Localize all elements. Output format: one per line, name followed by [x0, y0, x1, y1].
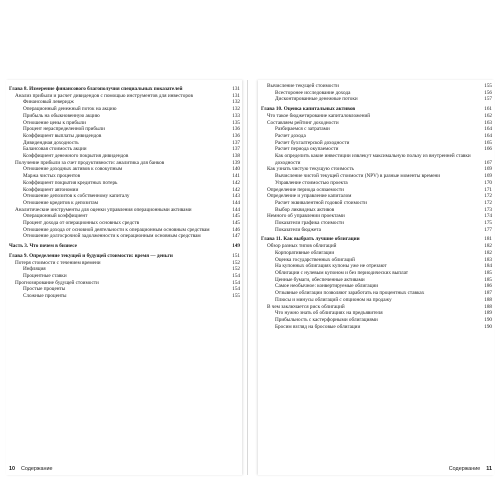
- toc-entry-page: 156: [484, 89, 492, 96]
- toc-entry-page: 184: [484, 263, 492, 270]
- toc-entry[interactable]: [9, 280, 240, 287]
- toc-entry[interactable]: [9, 200, 240, 207]
- toc-entry-title: Что такое бюджетирование капиталовложений: [267, 112, 371, 119]
- running-head: Содержание: [21, 466, 53, 472]
- toc-entry-page: 135: [232, 119, 240, 126]
- toc-entry-page: 165: [484, 139, 492, 146]
- toc-entry-title: Процент дохода от операционных основных средств: [23, 220, 140, 227]
- toc-entry-page: 143: [232, 193, 240, 200]
- toc-entry[interactable]: [261, 106, 492, 113]
- toc-entry-title: Простые проценты: [23, 286, 66, 293]
- toc-entry[interactable]: [9, 106, 240, 113]
- toc-entry-page: 145: [232, 213, 240, 220]
- toc-entry-page: 141: [232, 173, 240, 180]
- toc-entry-title: Вычисление чистой текущей стоимости (NPV) в разные моменты времени: [275, 173, 441, 180]
- toc-entry[interactable]: [9, 140, 240, 147]
- toc-entry-title: Процент нераспределенной прибыли: [23, 126, 105, 133]
- toc-entry-page: 173: [484, 206, 492, 213]
- toc-entry-title: Глава 10. Оценка капитальных активов: [261, 106, 356, 113]
- toc-entry-page: 140: [232, 166, 240, 173]
- toc-entry[interactable]: [261, 180, 492, 187]
- toc-entry[interactable]: [9, 293, 240, 300]
- toc-entry-page: 154: [232, 286, 240, 293]
- toc-entry-title: Отзывные облигации позволяют заработать на процентных ставках: [275, 290, 425, 297]
- toc-entry-page: 154: [232, 279, 240, 286]
- toc-entry-title: Аналитические инструменты для оценки управления операционными активами: [15, 206, 192, 213]
- toc-entry[interactable]: [9, 113, 240, 120]
- toc-entry-title: Потеря стоимости с течением времени: [15, 259, 101, 266]
- running-head: Содержание: [448, 466, 481, 472]
- toc-entry-page: 166: [484, 146, 492, 153]
- toc-entry-page: 144: [232, 206, 240, 213]
- toc-entry[interactable]: [261, 250, 492, 257]
- toc-entry[interactable]: [261, 83, 492, 90]
- toc-entry-page: 172: [484, 193, 492, 200]
- toc-entry[interactable]: [9, 180, 240, 187]
- toc-entry[interactable]: [9, 86, 240, 93]
- toc-entry[interactable]: [9, 243, 240, 250]
- toc-entry[interactable]: [9, 153, 240, 160]
- toc-entry-page: 163: [484, 119, 492, 126]
- right-page-footer: [261, 466, 492, 472]
- toc-entry-page: 169: [484, 173, 492, 180]
- toc-entry-title: Плюсы и минусы облигаций с опционом на продажу: [275, 296, 392, 303]
- toc-entry-page: 164: [484, 132, 492, 139]
- toc-entry-page: 190: [484, 316, 492, 323]
- toc-entry-page: 136: [232, 132, 240, 139]
- toc-entry[interactable]: [261, 133, 492, 140]
- book-gutter: [247, 80, 248, 475]
- toc-entry-title: Составляем рейтинг доходности: [267, 119, 339, 126]
- toc-entry-page: 152: [232, 266, 240, 273]
- toc-entry-title: Выбор ликвидных активов: [275, 206, 335, 213]
- toc-entry[interactable]: [261, 140, 492, 147]
- left-page-footer: [9, 466, 240, 472]
- toc-entry-title: Расчет бухгалтерской доходности: [275, 139, 350, 146]
- toc-entry-page: 164: [484, 126, 492, 133]
- toc-entry-title: Анализ прибыли и расчет дивидендов с помощью инструментов для инвесторов: [15, 92, 193, 99]
- toc-entry-page: 175: [484, 220, 492, 227]
- toc-entry-title: Финансовый леверидж: [23, 99, 74, 106]
- toc-entry-page: 131: [232, 86, 240, 92]
- toc-entry-title: Прогнозирование будущей стоимости: [15, 279, 99, 286]
- toc-entry-page: 137: [232, 146, 240, 153]
- toc-entry-title: Прибыльность с кастерфорными облигациями: [275, 316, 378, 323]
- toc-entry-title: Глава 9. Определение текущей и будущей стоимости: время — деньги: [9, 252, 173, 259]
- left-page: [6, 80, 242, 475]
- toc-entry-page: 182: [484, 249, 492, 256]
- toc-entry-title: Отношение цены к прибыли: [23, 119, 86, 126]
- toc-entry-title: Процентные ставки: [23, 272, 67, 279]
- toc-entry[interactable]: [261, 270, 492, 277]
- toc-entry-title: Показатели графика стоимости: [275, 220, 344, 227]
- toc-entry-page: 177: [484, 226, 492, 233]
- right-page: [258, 80, 494, 475]
- toc-entry-page: 137: [232, 139, 240, 146]
- toc-entry[interactable]: [261, 227, 492, 234]
- toc-entry-page: 155: [484, 83, 492, 89]
- toc-entry-page: 187: [484, 290, 492, 297]
- toc-entry-title: Отношение доходных активов к совокупным: [23, 166, 123, 173]
- toc-entry-title: Коэффициент выплаты дивидендов: [23, 132, 102, 139]
- toc-entry-page: 174: [484, 213, 492, 220]
- toc-entry-title: Что нужно знать об облигациях на предъявителя: [275, 310, 383, 317]
- toc-entry-title: Определение и управление капиталом: [267, 193, 352, 200]
- toc-entry-page: 172: [484, 199, 492, 206]
- toc-entry-page: 132: [232, 99, 240, 106]
- toc-entry-page: 142: [232, 186, 240, 193]
- toc-entry-title: Дивидендная доходность: [23, 139, 79, 146]
- toc-entry-title: Показатели бюджета: [275, 226, 321, 233]
- toc-entry-title: Отношение долгосрочной задолженности к операционным основным средствам: [23, 233, 201, 240]
- toc-entry-page: 157: [484, 96, 492, 103]
- toc-entry-page: 162: [484, 112, 492, 119]
- toc-entry-title: Операционный коэффициент: [23, 213, 88, 220]
- toc-entry-page: 145: [232, 220, 240, 227]
- toc-entry-title: В чем заключается риск облигаций: [267, 303, 345, 310]
- toc-entry[interactable]: [9, 173, 240, 180]
- toc-entry-title: Всесторонее исследование дохода: [275, 89, 351, 96]
- toc-entry[interactable]: [9, 193, 240, 200]
- toc-entry-page: 188: [484, 296, 492, 303]
- toc-entry-title: Отношение кредитов к депозитам: [23, 199, 99, 206]
- toc-entry-page: 183: [484, 256, 492, 263]
- toc-entry-title: Операционный денежный поток на акцию: [23, 106, 117, 113]
- page-number: 11: [486, 466, 492, 472]
- toc-entry-title: Вычисление текущей стоимости: [267, 83, 339, 89]
- toc-entry-page: 167: [484, 159, 492, 166]
- toc-entry-title: Бросим взгляд на бросовые облигации: [275, 323, 361, 330]
- toc-entry-title: Как определить какие инвестиции извлекут максимальную пользу из внутренней ставки доходности: [275, 153, 471, 166]
- toc-entry-title: Прибыль на обыкновенную акцию: [23, 112, 100, 119]
- toc-entry-title: Расчет периода окупаемости: [275, 146, 339, 153]
- toc-entry[interactable]: [261, 173, 492, 180]
- toc-entry-page: 155: [232, 293, 240, 300]
- toc-entry[interactable]: [261, 243, 492, 250]
- toc-entry-page: 133: [232, 112, 240, 119]
- toc-entry-page: 144: [232, 199, 240, 206]
- toc-entry-title: Глава 8. Измерение финансового благополучия специальных показателей: [9, 86, 183, 92]
- toc-entry-page: 139: [232, 159, 240, 166]
- toc-entry-title: Глава 11. Как выбрать лучшие облигации: [261, 236, 360, 243]
- toc-entry[interactable]: [261, 193, 492, 200]
- toc-entry-title: Разбираемся с затратами: [275, 126, 330, 133]
- toc-entry-page: 186: [484, 283, 492, 290]
- toc-entry-page: 152: [232, 259, 240, 266]
- toc-entry-title: Сложные проценты: [23, 293, 67, 300]
- toc-entry-title: Оценка государственных облигаций: [275, 256, 355, 263]
- toc-entry-page: 185: [484, 269, 492, 276]
- toc-entry-title: Самое необычное: конвертируемые облигации: [275, 283, 379, 290]
- toc-entry[interactable]: [9, 233, 240, 240]
- toc-entry-title: Расчет дохода: [275, 132, 306, 139]
- toc-entry[interactable]: [261, 90, 492, 97]
- toc-entry-page: 181: [484, 236, 492, 243]
- toc-entry[interactable]: [9, 126, 240, 133]
- toc-entry-title: Обзор разных типов облигаций: [267, 243, 337, 250]
- toc-entry[interactable]: [9, 253, 240, 260]
- toc-entry-page: 154: [232, 272, 240, 279]
- toc-entry-title: Ценные бумаги, обеспеченные активами: [275, 276, 365, 283]
- toc-entry[interactable]: [261, 290, 492, 297]
- toc-entry-page: 147: [232, 233, 240, 240]
- toc-entry[interactable]: [9, 133, 240, 140]
- toc-entry[interactable]: [261, 263, 492, 270]
- toc-entry-title: Корпоративные облигации: [275, 249, 335, 256]
- toc-entry-title: Как узнать чистую текущую стоимость: [267, 166, 354, 173]
- toc-entry-page: 132: [232, 106, 240, 113]
- toc-entry-title: Расчет эквивалентной годовой стоимости: [275, 199, 367, 206]
- toc-entry-title: Дисконтированные денежные потоки: [275, 96, 358, 103]
- toc-entry[interactable]: [261, 187, 492, 194]
- toc-entry[interactable]: [261, 324, 492, 331]
- toc-entry[interactable]: [9, 286, 240, 293]
- toc-entry-title: Управление стоимостью проекта: [275, 179, 348, 186]
- toc-entry[interactable]: [261, 310, 492, 317]
- toc-entry-page: 138: [232, 153, 240, 160]
- toc-entry[interactable]: [9, 160, 240, 167]
- toc-entry-page: 161: [484, 106, 492, 113]
- toc-entry-title: Получение прибыли за счет продуктивности: аналитика для банков: [15, 159, 165, 166]
- toc-entry-page: 151: [232, 252, 240, 259]
- toc-entry-title: Немного об управлении проектами: [267, 213, 345, 220]
- toc-entry-page: 149: [232, 243, 240, 250]
- toc-entry-page: 170: [484, 179, 492, 186]
- toc-entry[interactable]: [261, 113, 492, 120]
- toc-entry-title: Облигации с нулевым купоном и без периодических выплат: [275, 269, 409, 276]
- toc-entry[interactable]: [261, 317, 492, 324]
- toc-entry-title: Балансовая стоимость акции: [23, 146, 87, 153]
- toc-entry[interactable]: [9, 273, 240, 280]
- toc-entry-page: 146: [232, 226, 240, 233]
- toc-list-right: [261, 83, 492, 330]
- toc-entry-title: Маржа чистых процентов: [23, 173, 81, 180]
- toc-entry[interactable]: [9, 213, 240, 220]
- toc-entry-page: 182: [484, 243, 492, 250]
- toc-entry-page: 171: [484, 186, 492, 193]
- toc-entry-title: Часть 3. Что почем в бизнесе: [9, 243, 77, 250]
- toc-entry-page: 190: [484, 323, 492, 330]
- toc-entry-title: Отношение депозитов к собственному капиталу: [23, 193, 130, 200]
- toc-entry-title: Коэффициент автономии: [23, 186, 79, 193]
- toc-entry-page: 188: [484, 303, 492, 310]
- toc-entry[interactable]: [261, 126, 492, 133]
- toc-entry-page: 136: [232, 126, 240, 133]
- toc-entry-page: 142: [232, 179, 240, 186]
- toc-entry-title: Коэффициент денежного покрытия дивидендов: [23, 153, 129, 160]
- toc-entry[interactable]: [261, 297, 492, 304]
- toc-entry-title: Определение периода осязаемости: [267, 186, 344, 193]
- page-number: 10: [9, 466, 15, 472]
- toc-entry-title: Отношение дохода от основной деятельности к операционным основным средствам: [23, 226, 210, 233]
- toc-entry[interactable]: [261, 96, 492, 103]
- toc-entry[interactable]: [9, 166, 240, 173]
- toc-entry-title: Инфляция: [23, 266, 46, 273]
- toc-entry-title: На купонных облигациях купоны уже не отрезают: [275, 263, 387, 270]
- toc-entry-page: 185: [484, 276, 492, 283]
- toc-entry[interactable]: [9, 266, 240, 273]
- toc-entry[interactable]: [261, 220, 492, 227]
- toc-entry-page: 189: [484, 310, 492, 317]
- toc-entry[interactable]: [261, 153, 492, 166]
- toc-entry[interactable]: [9, 220, 240, 227]
- toc-entry-page: 169: [484, 166, 492, 173]
- toc-list-left: [9, 83, 240, 300]
- toc-entry-page: 131: [232, 92, 240, 99]
- toc-entry[interactable]: [261, 200, 492, 207]
- toc-entry-title: Коэффициент покрытия кредитных потерь: [23, 179, 118, 186]
